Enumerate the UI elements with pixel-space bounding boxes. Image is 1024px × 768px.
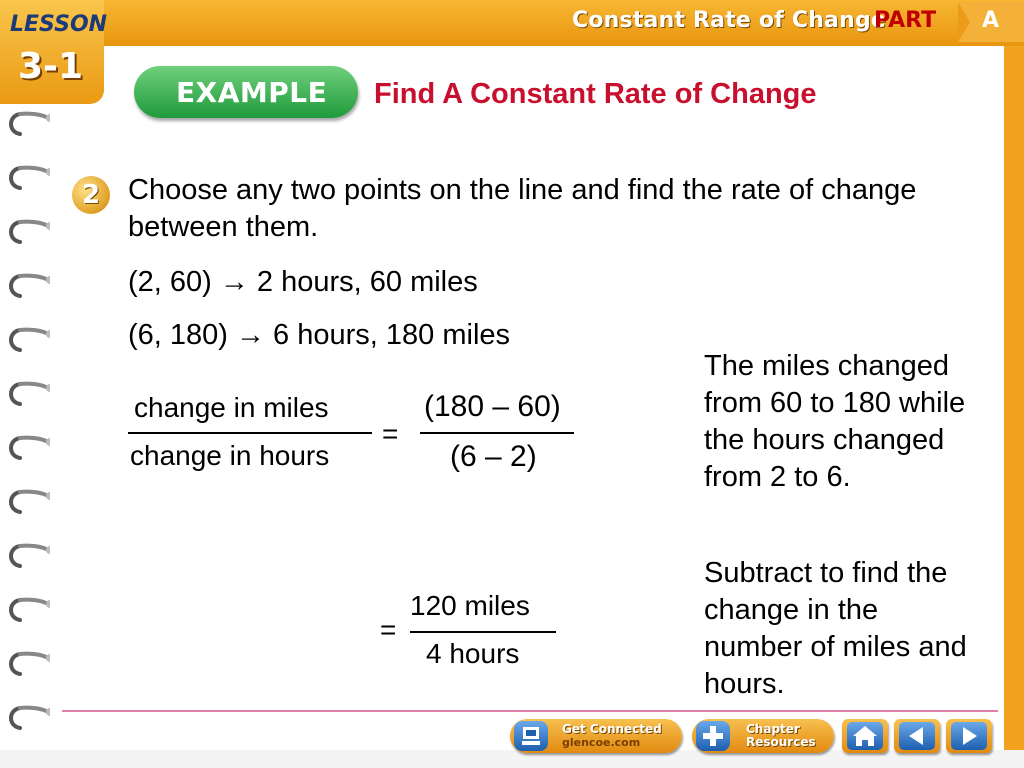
get-connected-label: Get Connected	[562, 722, 662, 736]
chapter-resources-line2: Resources	[746, 735, 816, 749]
previous-button[interactable]	[894, 719, 940, 753]
spiral-ring-icon	[6, 110, 50, 136]
spiral-ring-icon	[6, 542, 50, 568]
equals-sign-1: =	[382, 418, 399, 449]
explanation-note-1: The miles changed from 60 to 180 while the hours changed from 2 to 6.	[704, 350, 966, 493]
lesson-number: 3-1	[18, 46, 84, 87]
next-button[interactable]	[946, 719, 992, 753]
result-numerator: 120 miles	[410, 590, 530, 621]
ratio-denominator: change in hours	[130, 440, 330, 471]
instruction-text: Choose any two points on the line and find the rate of change between them.	[128, 174, 917, 243]
spiral-ring-icon	[6, 380, 50, 406]
spiral-ring-icon	[6, 434, 50, 460]
home-icon	[847, 722, 883, 750]
spiral-ring-icon	[6, 272, 50, 298]
difference-denominator: (6 – 2)	[450, 440, 537, 473]
example-title: Find A Constant Rate of Change	[374, 78, 817, 110]
ratio-fraction-bar	[128, 432, 372, 434]
spiral-ring-icon	[6, 596, 50, 622]
footer-divider	[62, 710, 998, 712]
arrow-right-icon	[951, 722, 987, 750]
result-denominator: 4 hours	[426, 638, 520, 669]
step-number: 2	[81, 180, 101, 210]
point-two: (6, 180) → 6 hours, 180 miles	[128, 319, 511, 351]
spiral-ring-icon	[6, 218, 50, 244]
right-border	[1004, 46, 1024, 768]
difference-fraction-bar	[420, 432, 574, 434]
plus-icon	[696, 721, 730, 751]
lesson-title: Constant Rate of Change	[572, 8, 887, 33]
chapter-resources-line1: Chapter	[746, 722, 800, 736]
part-letter: A	[982, 8, 1000, 33]
spiral-ring-icon	[6, 488, 50, 514]
equals-sign-2: =	[380, 614, 397, 645]
example-badge-label: EXAMPLE	[176, 76, 328, 109]
explanation-note-2: Subtract to find the change in the number of miles and hours.	[704, 557, 967, 700]
lesson-word: LESSON	[10, 12, 108, 37]
result-fraction-bar	[410, 631, 556, 633]
spiral-ring-icon	[6, 650, 50, 676]
get-connected-url: glencoe.com	[562, 736, 641, 749]
arrow-left-icon	[899, 722, 935, 750]
chapter-resources-button[interactable]	[692, 719, 834, 753]
ratio-numerator: change in miles	[134, 392, 329, 423]
difference-numerator: (180 – 60)	[424, 390, 561, 423]
part-label: PART	[874, 8, 937, 33]
spiral-ring-icon	[6, 704, 50, 730]
computer-icon	[514, 721, 548, 751]
point-one: (2, 60) → 2 hours, 60 miles	[128, 266, 478, 298]
spiral-ring-icon	[6, 326, 50, 352]
home-button[interactable]	[842, 719, 888, 753]
get-connected-button[interactable]	[510, 719, 682, 753]
spiral-ring-icon	[6, 164, 50, 190]
